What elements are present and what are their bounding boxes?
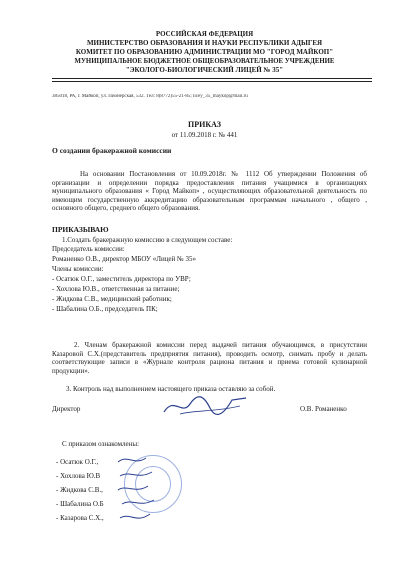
acquaint-name: - Осатюк О.Г.,	[56, 458, 99, 466]
member-item: - Хохлова Ю.В., ответственная за питание;	[52, 285, 180, 293]
order-word: ПРИКАЗЫВАЮ	[52, 225, 109, 234]
header-institution-name: "ЭКОЛОГО-БИОЛОГИЧЕСКИЙ ЛИЦЕЙ № 35"	[125, 66, 284, 74]
acquaint-label: С приказом ознакомлены:	[62, 440, 140, 448]
item-3: 3. Контроль над выполнением настоящего приказа оставляю за собой.	[66, 385, 276, 393]
item-1: 1.Создать бракеражную комиссию в следующем составе:	[62, 236, 233, 244]
header-committee: КОМИТЕТ ПО ОБРАЗОВАНИЮ АДМИНИСТРАЦИИ МО "ГОРОД МАЙКОП"	[75, 48, 334, 56]
acquaint-name: - Хохлова Ю.В	[56, 472, 101, 480]
members-label: Члены комиссии:	[52, 265, 104, 273]
acquaint-signatures	[112, 452, 162, 532]
item-2: 2. Членам бракеражной комиссии перед выдачей питания обучающимся, в присутствии Казаровой С.Х.(представитель предприятия питания), проводить осмотр, снимать пробу и делать соответствующие записи в «Журнале контроля рациона питания и приема готовой кулинарной продукции».	[52, 341, 367, 375]
member-item: - Осатюк О.Г., заместитель директора по УВР;	[52, 275, 191, 283]
acquaint-name: - Шабалина О.Б	[56, 500, 104, 508]
header-ministry: МИНИСТЕРСТВО ОБРАЗОВАНИЯ И НАУКИ РЕСПУБЛИКИ АДЫГЕЯ	[86, 39, 323, 47]
header-rule-top	[52, 78, 372, 79]
order-date-number: от 11.09.2018 г. № 441	[171, 131, 238, 139]
acquaint-name: - Казарова С.Х.,	[56, 514, 104, 522]
chair-label: Председатель комиссии:	[52, 245, 125, 253]
order-subject: О создании бракеражной комиссии	[52, 146, 172, 155]
signature-name: О.В. Романенко	[300, 405, 347, 413]
director-signature	[160, 392, 250, 420]
chair-name: Романенко О.В., директор МБОУ «Лицей № 35»	[52, 255, 196, 263]
order-title: ПРИКАЗ	[188, 120, 221, 129]
intro-paragraph: На основании Постановления от 10.09.2018г. № 1112 Об утверждении Положения об организации и определении порядка предоставления питания учащимися в организациях муниципального образования « Город Майкоп» , осуществляющих образовательной деятельность по имеющим государственную аккредитацию образовательным программам начального , общего , основного общего, среднего общего образования.	[52, 170, 367, 212]
header-country: РОССИЙСКАЯ ФЕДЕРАЦИЯ	[155, 30, 254, 38]
member-item: - Жидкова С.В., медицинский работник;	[52, 295, 172, 303]
header-rule-bottom	[52, 81, 372, 82]
signature-role: Директор	[52, 405, 81, 413]
header-address: 385018, РА, г. Майкоп, ул. Пионерская, 532. Тел: 8(8772)55-21-85; licey_35_maykop@mail.ru	[52, 94, 248, 99]
acquaint-name: - Жидкова С.В.,	[56, 486, 103, 494]
header-institution-type: МУНИЦИПАЛЬНОЕ БЮДЖЕТНОЕ ОБЩЕОБРАЗОВАТЕЛЬНОЕ УЧРЕЖДЕНИЕ	[74, 58, 335, 65]
member-item: - Шабалина О.Б., председатель ПК;	[52, 305, 158, 313]
